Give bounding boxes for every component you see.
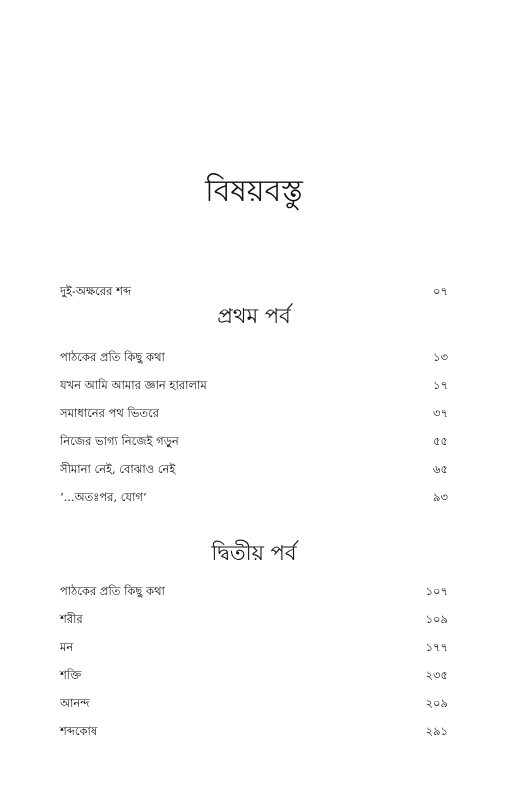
toc-entry bbox=[60, 721, 448, 741]
toc-entry-page: ২০৯ bbox=[425, 696, 448, 710]
toc-entry-label: শব্দকোষ bbox=[60, 724, 98, 738]
toc-entry-label: পাঠকের প্রতি কিছু কথা bbox=[60, 584, 165, 598]
toc-entry-label: পাঠকের প্রতি কিছু কথা bbox=[60, 350, 165, 364]
toc-entry-label: শরীর bbox=[60, 612, 83, 626]
toc-entry-page: ৩৭ bbox=[433, 406, 448, 420]
toc-entry bbox=[60, 581, 448, 601]
toc-entry-page: ১০৯ bbox=[425, 612, 448, 626]
toc-entry-page: ২৩৫ bbox=[425, 668, 448, 682]
toc-entry-page: ৬৫ bbox=[433, 462, 448, 476]
toc-entry-label: সমাধানের পথ ভিতরে bbox=[60, 406, 159, 420]
part-heading-1: প্রথম পর্ব bbox=[217, 304, 291, 328]
toc-entry bbox=[60, 609, 448, 629]
toc-entry-label: সীমানা নেই, বোঝাও নেই bbox=[60, 462, 176, 476]
toc-entry-label: শক্তি bbox=[60, 668, 82, 682]
page-title: বিষয়বস্তু bbox=[205, 174, 303, 209]
toc-entry-page: ২৯১ bbox=[425, 724, 448, 738]
toc-entry bbox=[60, 431, 448, 451]
toc-entry-page: ০৭ bbox=[433, 284, 448, 298]
toc-entry bbox=[60, 665, 448, 685]
toc-entry-intro bbox=[60, 281, 448, 301]
toc-entry-label: নিজের ভাগ্য নিজেই গড়ুন bbox=[60, 434, 179, 448]
toc-entry-label: যখন আমি আমার জ্ঞান হারালাম bbox=[60, 378, 207, 392]
toc-entry-label: দুই-অক্ষরের শব্দ bbox=[60, 284, 131, 298]
toc-entry-page: ৯৩ bbox=[433, 490, 448, 504]
toc-entry bbox=[60, 459, 448, 479]
toc-entry bbox=[60, 403, 448, 423]
toc-entry bbox=[60, 487, 448, 507]
toc-entry-label: ‘...অতঃপর, যোগ’ bbox=[60, 490, 147, 504]
toc-entry bbox=[60, 375, 448, 395]
toc-entry bbox=[60, 637, 448, 657]
toc-entry-page: ৫৫ bbox=[433, 434, 448, 448]
toc-entry-page: ১৩ bbox=[433, 350, 448, 364]
toc-entry-page: ১৭৭ bbox=[425, 640, 448, 654]
toc-entry bbox=[60, 347, 448, 367]
toc-entry-page: ১৭ bbox=[433, 378, 448, 392]
toc-entry-page: ১০৭ bbox=[425, 584, 448, 598]
toc-entry bbox=[60, 693, 448, 713]
part-heading-2: দ্বিতীয় পর্ব bbox=[211, 541, 297, 565]
toc-entry-label: মন bbox=[60, 640, 74, 654]
toc-entry-label: আনন্দ bbox=[60, 696, 90, 710]
